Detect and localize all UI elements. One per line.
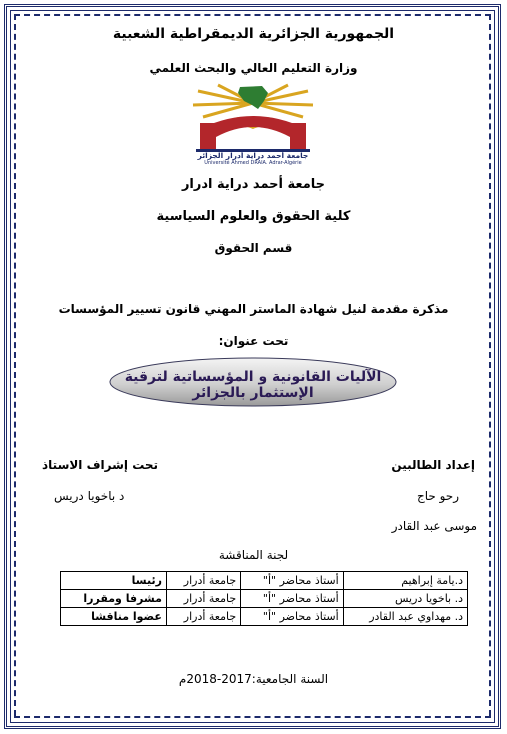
committee-table (60, 571, 468, 626)
member-role: عضوا مناقشا (61, 608, 167, 626)
member-role: مشرفا ومقررا (61, 590, 167, 608)
member-name: د. باخويا دريس (343, 590, 467, 608)
page-border-dashed-top (14, 14, 491, 16)
thesis-title: الآليات القانونية و المؤسساتية لترقية الإستثمار بالجزائر (124, 369, 382, 401)
member-name: د. مهداوي عبد القادر (343, 608, 467, 626)
supervisor-label: تحت إشراف الاستاذ (42, 458, 159, 472)
member-role: رئيسا (61, 572, 167, 590)
supervisor-name: د باخويا دريس (54, 489, 125, 503)
title-label: تحت عنوان: (218, 334, 289, 348)
member-institution: جامعة أدرار (166, 608, 240, 626)
faculty-name: كلية الحقوق والعلوم السياسية (156, 209, 351, 224)
page-border-dashed-left (14, 14, 16, 716)
author-name-2: موسى عبد القادر (391, 519, 477, 533)
ministry-heading: وزارة التعليم العالي والبحث العلمي (149, 61, 358, 75)
thesis-purpose: مذكرة مقدمة لنيل شهادة الماستر المهني قانون تسيير المؤسسات (58, 302, 449, 316)
university-logo-icon (178, 83, 328, 165)
department-name: قسم الحقوق (214, 241, 293, 255)
republic-heading: الجمهورية الجزائرية الديمقراطية الشعبية (112, 26, 395, 42)
table-row (61, 608, 468, 626)
committee-label: لجنة المناقشة (218, 548, 289, 562)
academic-year: السنة الجامعية:2017-2018م (178, 672, 329, 686)
member-institution: جامعة أدرار (166, 572, 240, 590)
table-row (61, 572, 468, 590)
member-rank: أستاذ محاضر "أ" (241, 608, 344, 626)
member-institution: جامعة أدرار (166, 590, 240, 608)
table-row (61, 590, 468, 608)
author-name-1: رحو حاج (416, 489, 459, 503)
member-rank: أستاذ محاضر "أ" (241, 590, 344, 608)
page-border-dashed-bottom (14, 716, 491, 718)
authors-label: إعداد الطالبين (391, 458, 475, 472)
university-name: جامعة أحمد دراية ادرار (181, 177, 326, 192)
member-name: د.يامة إبراهيم (343, 572, 467, 590)
page-border-dashed-right (489, 14, 491, 716)
member-rank: أستاذ محاضر "أ" (241, 572, 344, 590)
svg-text:جامعة أحمد دراية أدرار الجزائر: جامعة أحمد دراية أدرار الجزائر (197, 151, 309, 160)
svg-text:Université Ahmed DRAIA. Adrar-: Université Ahmed DRAIA. Adrar-Algérie (204, 160, 302, 165)
